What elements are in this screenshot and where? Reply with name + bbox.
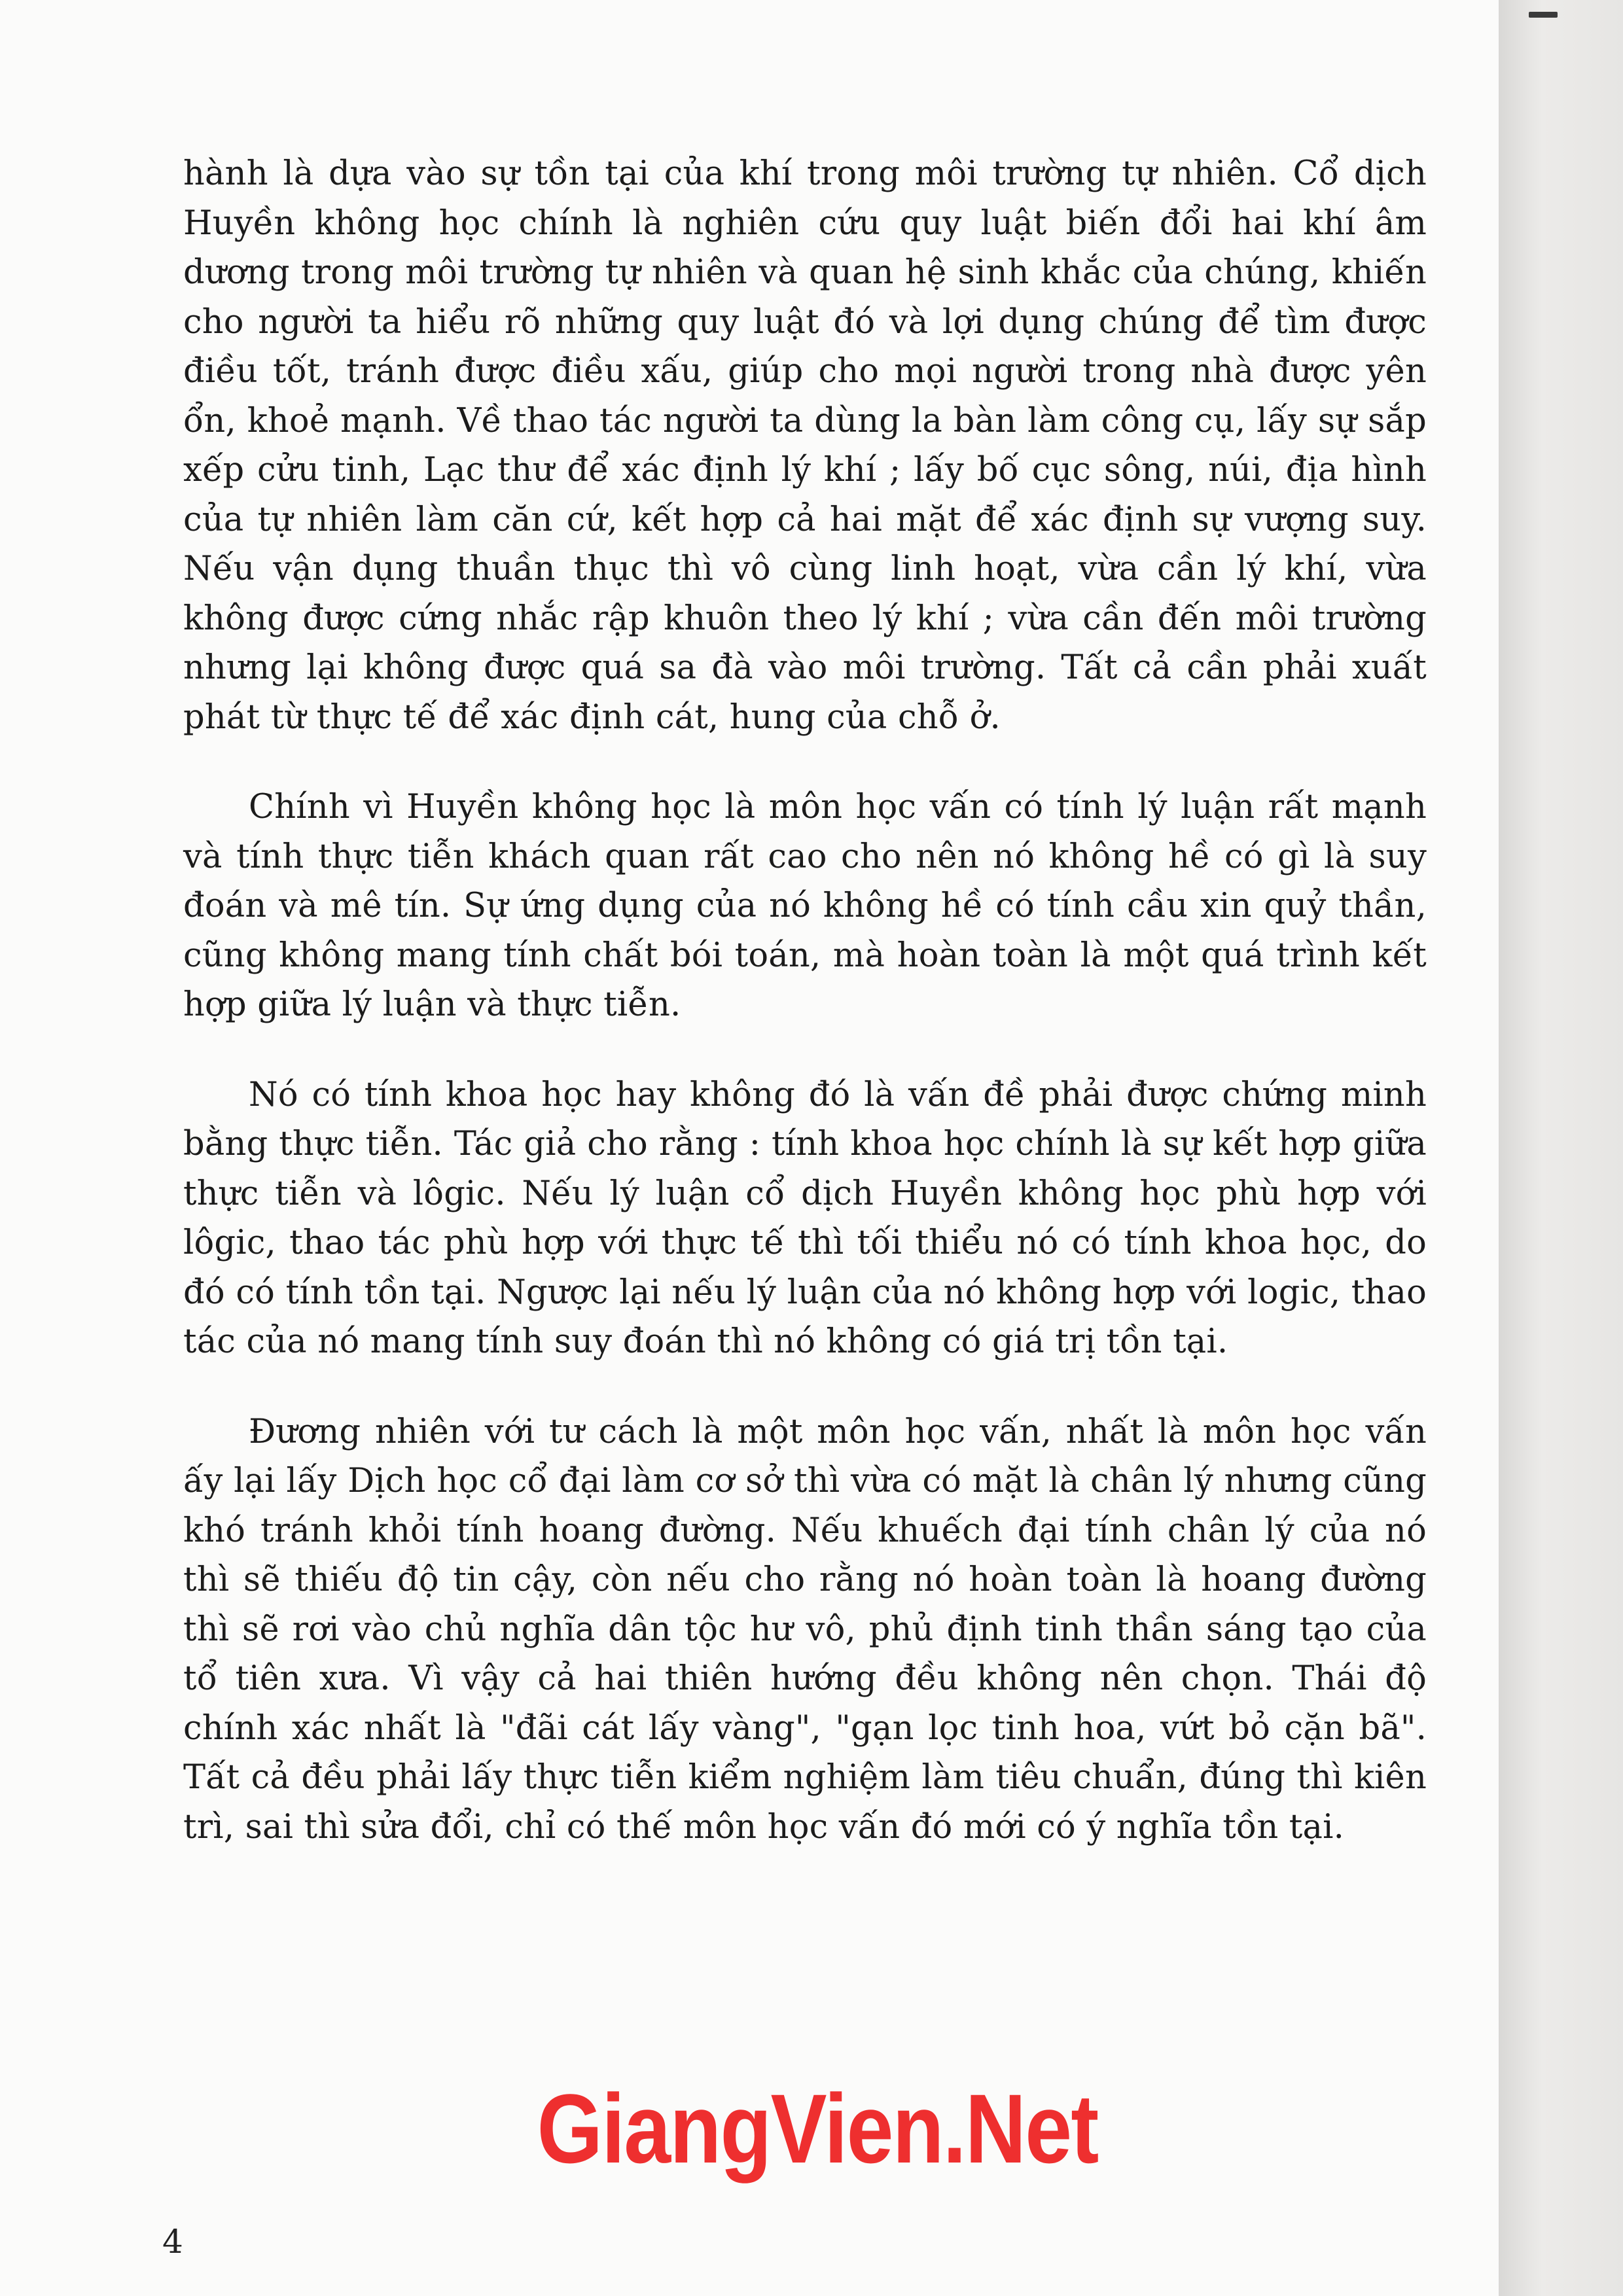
- paragraph-1: hành là dựa vào sự tồn tại của khí trong môi trường tự nhiên. Cổ dịch Huyền không học chính là nghiên cứu quy luật biến đổi hai khí âm dương trong môi trường tự nhiên và quan hệ sinh khắc của chúng, khiến cho người ta hiểu rõ những quy luật đó và lợi dụng chúng để tìm được điều tốt, tránh được điều xấu, giúp cho mọi người trong nhà được yên ổn, khoẻ mạnh. Về thao tác người ta dùng la bàn làm công cụ, lấy sự sắp xếp cửu tinh, Lạc thư để xác định lý khí ; lấy bố cục sông, núi, địa hình của tự nhiên làm căn cứ, kết hợp cả hai mặt để xác định sự vượng suy. Nếu vận dụng thuần thục thì vô cùng linh hoạt, vừa cần lý khí, vừa không được cứng nhắc rập khuôn theo lý khí ; vừa cần đến môi trường nhưng lại không được quá sa đà vào môi trường. Tất cả cần phải xuất phát từ thực tế để xác định cát, hung của chỗ ở.: [183, 154, 1427, 737]
- book-spine-edge: [1499, 0, 1623, 2296]
- spine-mark: [1529, 12, 1558, 18]
- paragraph-4: Đương nhiên với tư cách là một môn học vấn, nhất là môn học vấn ấy lại lấy Dịch học cổ đại làm cơ sở thì vừa có mặt là chân lý nhưng cũng khó tránh khỏi tính hoang đường. Nếu khuếch đại tính chân lý của nó thì sẽ thiếu độ tin cậy, còn nếu cho rằng nó hoàn toàn là hoang đường thì sẽ rơi vào chủ nghĩa dân tộc hư vô, phủ định tinh thần sáng tạo của tổ tiên xưa. Vì vậy cả hai thiên hướng đều không nên chọn. Thái độ chính xác nhất là "đãi cát lấy vàng", "gạn lọc tinh hoa, vứt bỏ cặn bã". Tất cả đều phải lấy thực tiễn kiểm nghiệm làm tiêu chuẩn, đúng thì kiên trì, sai thì sửa đổi, chỉ có thế môn học vấn đó mới có ý nghĩa tồn tại.: [183, 1412, 1427, 1846]
- page-number: 4: [162, 2223, 183, 2261]
- watermark: GiangVien.Net: [537, 2074, 1098, 2183]
- body-text: [183, 149, 1427, 1892]
- paragraph-3: Nó có tính khoa học hay không đó là vấn đề phải được chứng minh bằng thực tiễn. Tác giả cho rằng : tính khoa học chính là sự kết hợp giữa thực tiễn và lôgic. Nếu lý luận cổ dịch Huyền không học phù hợp với lôgic, thao tác phù hợp với thực tế thì tối thiểu nó có tính khoa học, do đó có tính tồn tại. Ngược lại nếu lý luận của nó không hợp với logic, thao tác của nó mang tính suy đoán thì nó không có giá trị tồn tại.: [183, 1075, 1427, 1361]
- paragraph-2: Chính vì Huyền không học là môn học vấn có tính lý luận rất mạnh và tính thực tiễn khách quan rất cao cho nên nó không hề có gì là suy đoán và mê tín. Sự ứng dụng của nó không hề có tính cầu xin quỷ thần, cũng không mang tính chất bói toán, mà hoàn toàn là một quá trình kết hợp giữa lý luận và thực tiễn.: [183, 788, 1427, 1024]
